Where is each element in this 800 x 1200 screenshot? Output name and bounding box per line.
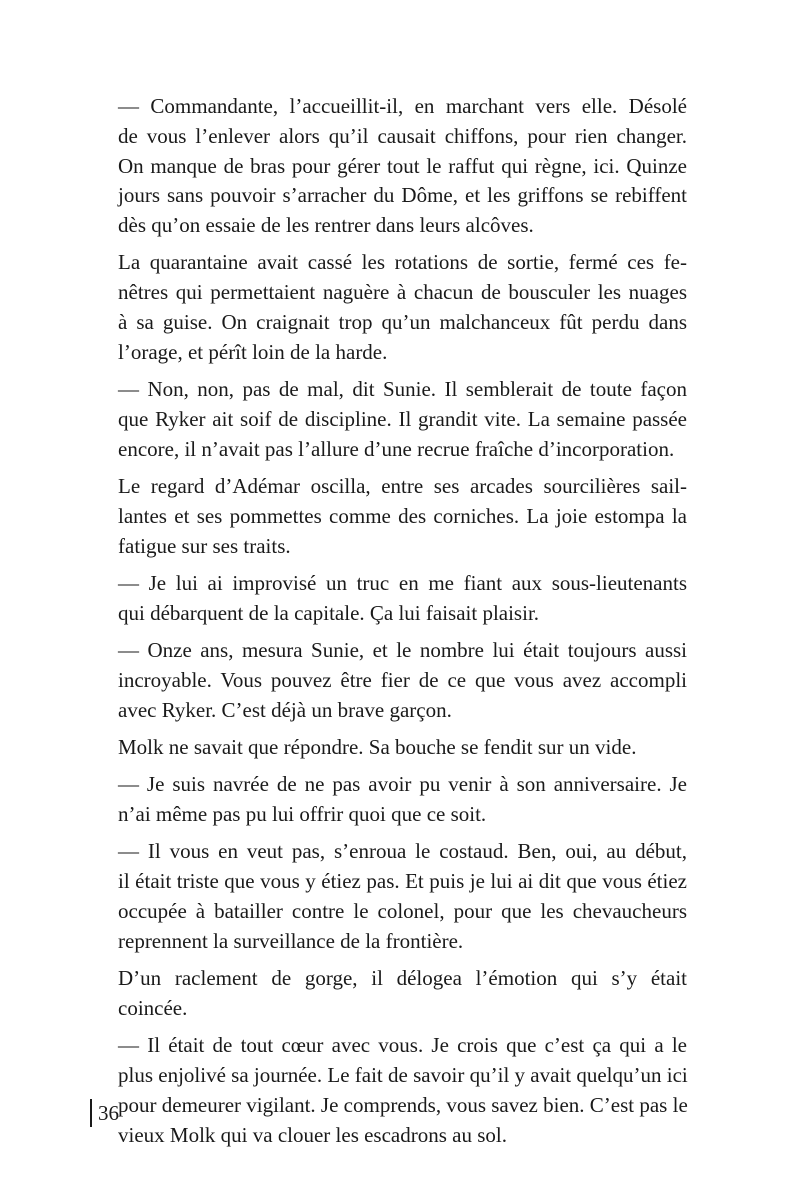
text-line: encore, il n’avait pas l’allure d’une recrue fraîche d’incorporation. (118, 436, 675, 461)
text-line: occupée à batailler contre le colonel, pour que les chevaucheurs (118, 898, 687, 923)
text-line: La quarantaine avait cassé les rotations de sortie, fermé ces fe- (118, 250, 687, 275)
text-line: l’orage, et pérît loin de la harde. (118, 339, 388, 364)
paragraph (90, 569, 687, 629)
paragraph (90, 770, 687, 830)
text-line: — Onze ans, mesura Sunie, et le nombre lui était toujours aussi (118, 638, 687, 663)
text-line: il était triste que vous y étiez pas. Et puis je lui ai dit que vous étiez (118, 869, 687, 894)
text-line: D’un raclement de gorge, il délogea l’émotion qui s’y était (118, 966, 687, 991)
text-line: — Je lui ai improvisé un truc en me fiant aux sous-lieutenants (118, 570, 687, 595)
paragraph (90, 248, 687, 367)
text-line: — Je suis navrée de ne pas avoir pu venir à son anniversaire. Je (118, 772, 687, 797)
text-line: nêtres qui permettaient naguère à chacun de bousculer les nuages (118, 280, 687, 305)
text-line: — Non, non, pas de mal, dit Sunie. Il semblerait de toute façon (118, 377, 687, 402)
text-line: On manque de bras pour gérer tout le raffut qui règne, ici. Quinze (118, 153, 687, 178)
text-line: jours sans pouvoir s’arracher du Dôme, et les griffons se rebiffent (118, 183, 687, 208)
text-line: Le regard d’Adémar oscilla, entre ses arcades sourcilières sail- (118, 474, 687, 499)
paragraph (90, 636, 687, 725)
text-line: avec Ryker. C’est déjà un brave garçon. (118, 697, 452, 722)
paragraph (90, 733, 687, 763)
text-line: — Il vous en veut pas, s’enroua le costaud. Ben, oui, au début, (118, 839, 687, 864)
paragraph (90, 92, 687, 241)
text-line: coincée. (118, 995, 188, 1020)
text-line: plus enjolivé sa journée. Le fait de savoir qu’il y avait quelqu’un ici (118, 1062, 688, 1087)
paragraph (90, 837, 687, 956)
text-line: fatigue sur ses traits. (118, 533, 291, 558)
text-line: — Il était de tout cœur avec vous. Je crois que c’est ça qui a le (118, 1033, 687, 1058)
text-line: Molk ne savait que répondre. Sa bouche se fendit sur un vide. (118, 734, 637, 759)
text-line: de vous l’enlever alors qu’il causait chiffons, pour rien changer. (118, 123, 687, 148)
text-line: à sa guise. On craignait trop qu’un malchanceux fût perdu dans (118, 310, 687, 335)
text-line: reprennent la surveillance de la frontière. (118, 928, 464, 953)
text-line: pour demeurer vigilant. Je comprends, vous savez bien. C’est pas le (118, 1092, 688, 1117)
text-line: — Commandante, l’accueillit-il, en marchant vers elle. Désolé (118, 94, 687, 118)
text-line: que Ryker ait soif de discipline. Il grandit vite. La semaine passée (118, 406, 687, 431)
paragraph (90, 472, 687, 561)
paragraph (90, 375, 687, 464)
page-number: 36 (90, 1099, 119, 1127)
text-line: incroyable. Vous pouvez être fier de ce que vous avez accompli (118, 667, 687, 692)
text-line: lantes et ses pommettes comme des corniches. La joie estompa la (118, 503, 687, 528)
text-line: dès qu’on essaie de les rentrer dans leurs alcôves. (118, 213, 534, 238)
paragraph (90, 964, 687, 1024)
text-line: vieux Molk qui va clouer les escadrons au sol. (118, 1122, 507, 1147)
text-line: n’ai même pas pu lui offrir quoi que ce soit. (118, 802, 487, 827)
body-text (90, 92, 687, 1158)
paragraph (90, 1031, 687, 1150)
text-line: qui débarquent de la capitale. Ça lui faisait plaisir. (118, 600, 540, 625)
